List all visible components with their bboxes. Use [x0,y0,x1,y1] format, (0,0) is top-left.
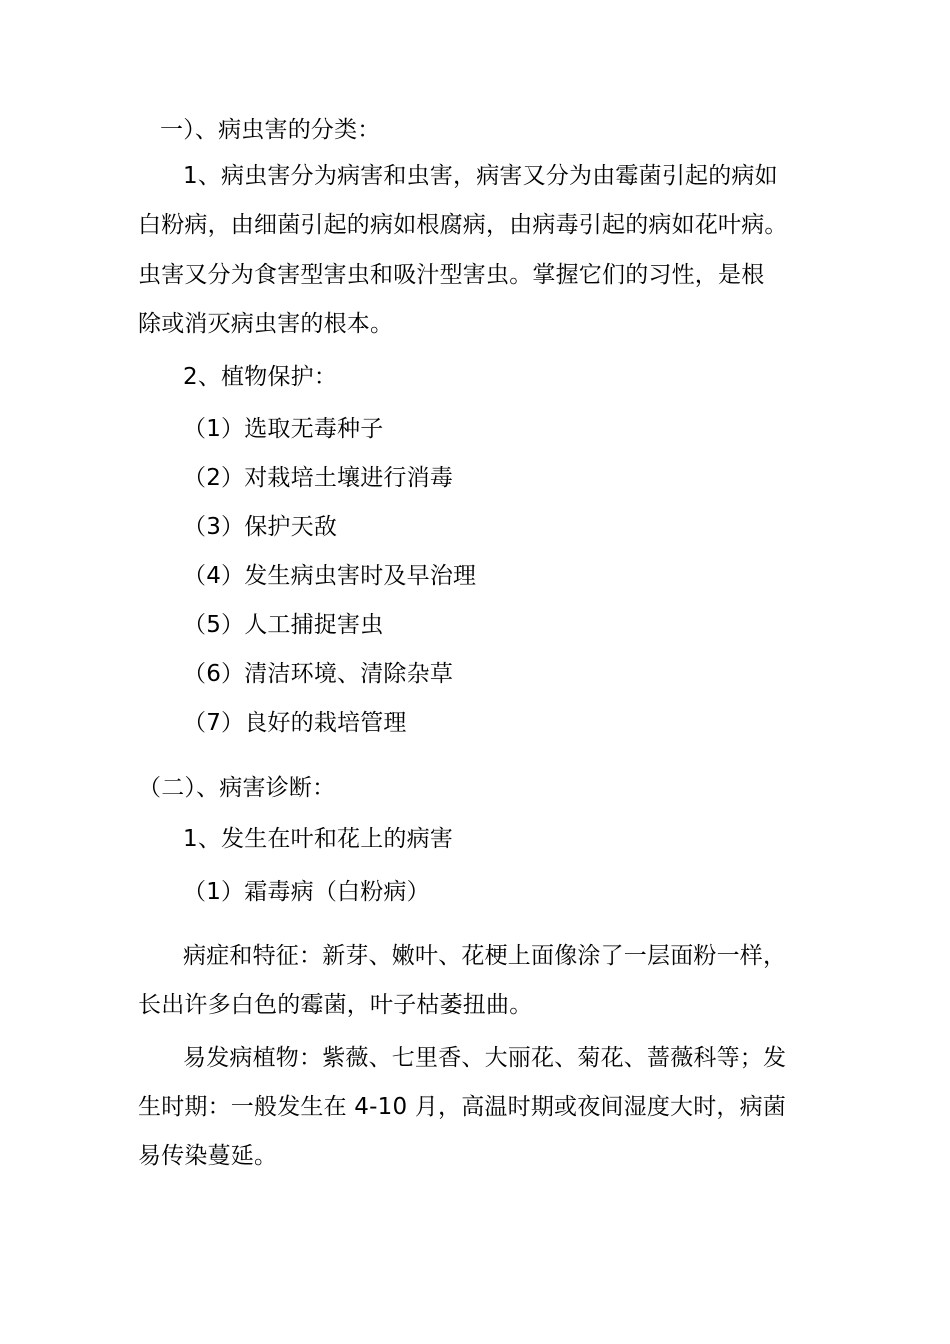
list-item: （4）发生病虫害时及早治理 [183,563,477,589]
list-item: （5）人工捕捉害虫 [183,612,384,638]
list-item: （6）清洁环境、清除杂草 [183,661,454,687]
paragraph-line: 易发病植物：紫薇、七里香、大丽花、菊花、蔷薇科等；发 [183,1045,787,1071]
section-heading-diagnosis: （二）、病害诊断： [138,775,336,801]
list-item: （3）保护天敌 [183,514,338,540]
subheading-leaf-flower-diseases: 1、发生在叶和花上的病害 [183,826,454,852]
paragraph-line: 除或消灭病虫害的根本。 [138,311,394,337]
list-item: （2）对栽培土壤进行消毒 [183,465,454,491]
subheading-plant-protection: 2、植物保护： [183,364,338,390]
paragraph-line: 长出许多白色的霉菌，叶子枯萎扭曲。 [138,992,533,1018]
paragraph-line: 白粉病，由细菌引起的病如根腐病，由病毒引起的病如花叶病。 [138,212,788,238]
paragraph-line: 病症和特征：新芽、嫩叶、花梗上面像涂了一层面粉一样， [183,943,787,969]
list-item: （7）良好的栽培管理 [183,710,407,736]
paragraph-line: 生时期：一般发生在 4-10 月，高温时期或夜间湿度大时，病菌 [138,1094,787,1120]
paragraph-line: 易传染蔓延。 [138,1143,278,1169]
section-heading-classification: 一）、病虫害的分类： [160,117,381,143]
paragraph-line: 1、病虫害分为病害和虫害，病害又分为由霉菌引起的病如 [183,163,778,189]
list-item: （1）选取无毒种子 [183,416,384,442]
paragraph-line: 虫害又分为食害型害虫和吸汁型害虫。掌握它们的习性，是根 [138,262,765,288]
disease-title: （1）霜毒病（白粉病） [183,879,430,905]
